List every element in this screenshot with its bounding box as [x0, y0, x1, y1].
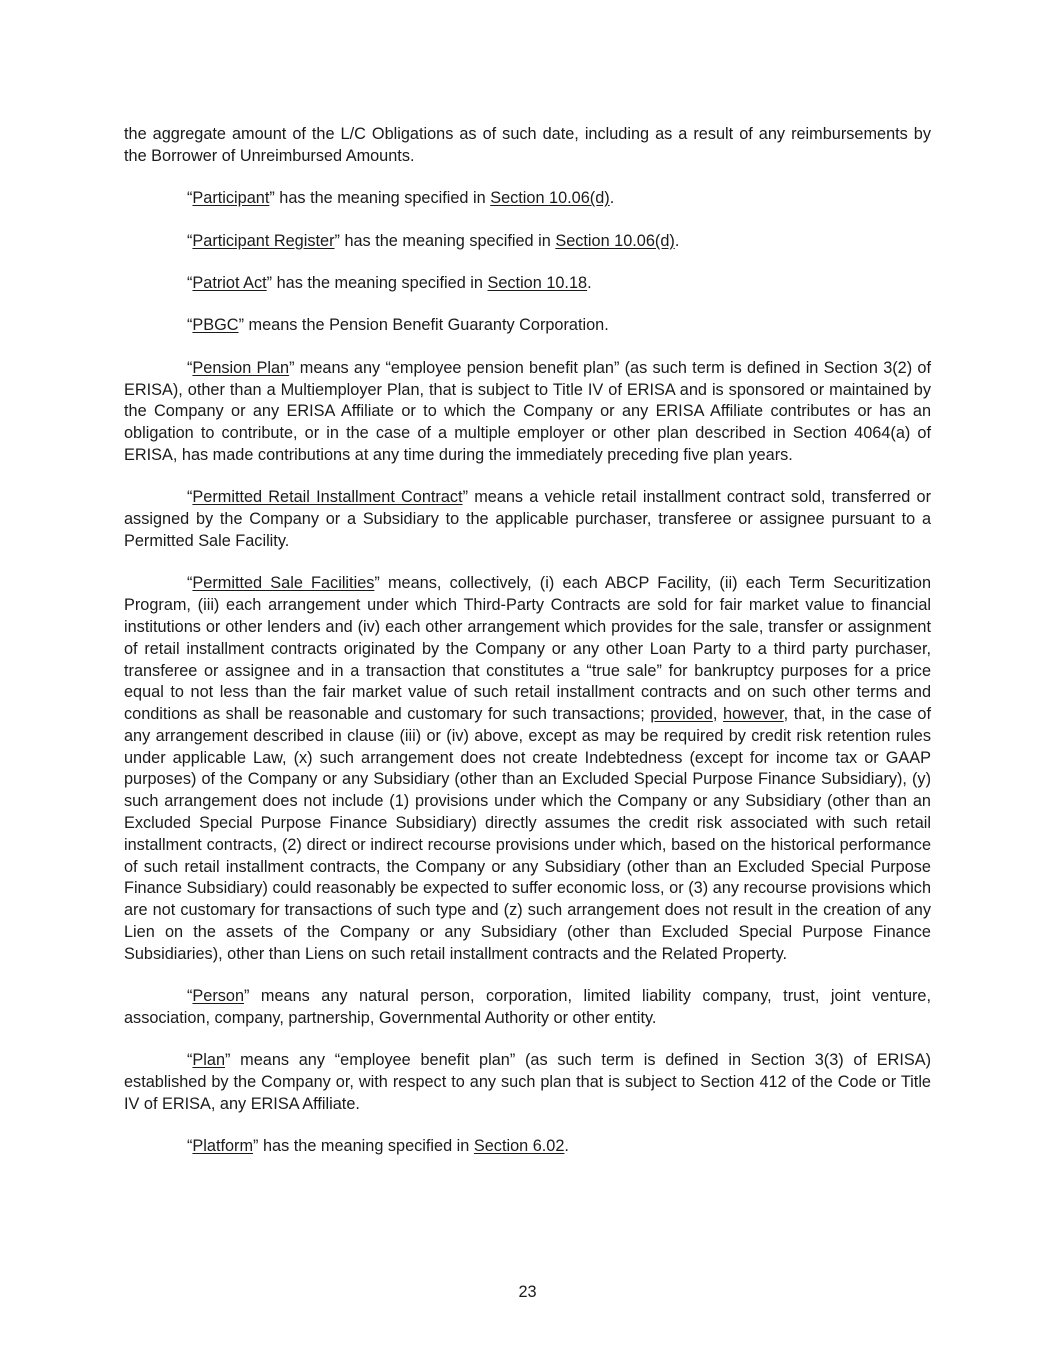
definition-text: ” means any “employee benefit plan” (as such term is defined in Section 3(3) of ERISA) established by the Company or, with respect to any such plan that is subject to Section 412 of the Code or Title IV of ERISA, any ERISA Affiliate.	[124, 1051, 931, 1114]
open-quote: “	[187, 987, 193, 1006]
definition-person	[124, 986, 931, 1030]
defined-term: PBGC	[192, 316, 239, 335]
defined-term: Participant	[192, 189, 270, 208]
defined-term: Permitted Sale Facilities	[192, 574, 375, 593]
open-quote: “	[187, 488, 193, 507]
definition-plan	[124, 1050, 931, 1115]
definition-text: ” has the meaning specified in	[266, 273, 488, 292]
definition-text: ” means any natural person, corporation, limited liability company, trust, joint venture, association, company, partnership, Governmental Authority or other entity.	[124, 987, 931, 1028]
definition-tail: .	[564, 1137, 569, 1156]
continuation-paragraph	[124, 124, 931, 168]
definition-text-mid: ,	[712, 705, 723, 724]
section-reference: Section 6.02	[473, 1137, 565, 1156]
defined-term: Permitted Retail Installment Contract	[192, 488, 463, 507]
definition-permitted-sale-facilities	[124, 573, 931, 965]
open-quote: “	[187, 189, 193, 208]
definition-participant-register	[124, 231, 931, 253]
open-quote: “	[187, 1051, 193, 1070]
definition-tail: .	[674, 231, 680, 250]
definition-permitted-retail-installment-contract	[124, 487, 931, 552]
definition-text: ” means a vehicle retail installment contract sold, transferred or assigned by the Company or a Subsidiary to the applicable purchaser, transferee or assignee pursuant to a Permitted Sale Facility.	[124, 488, 931, 550]
section-reference: Section 10.06(d)	[490, 189, 610, 208]
definition-pbgc	[124, 315, 931, 337]
definition-text: ” has the meaning specified in	[334, 231, 556, 250]
defined-term: Pension Plan	[192, 358, 290, 377]
open-quote: “	[187, 358, 193, 377]
definition-text: ” means, collectively, (i) each ABCP Facility, (ii) each Term Securitization Program, (iii) each arrangement under which Third-Party Contracts are sold for fair market value to financial institutions or other lenders and (iv) each other arrangement which provides for the sale, transfer or assignment of retail installment contracts originated by the Company or any other Loan Party to a third party purchaser, transferee or assignee and in a transaction that constitutes a “true sale” for bankruptcy purposes for a price equal to not less than the fair market value of such retail installment contracts and on such other terms and conditions as shall be reasonable and customary for such transactions;	[124, 574, 931, 724]
definition-pension-plan	[124, 358, 931, 467]
provided-term: provided	[650, 705, 713, 724]
definition-text: ” has the meaning specified in	[269, 189, 491, 208]
definition-patriot-act	[124, 273, 931, 295]
open-quote: “	[187, 574, 193, 593]
defined-term: Patriot Act	[192, 273, 267, 292]
defined-term: Platform	[192, 1137, 254, 1156]
definition-text: ” means any “employee pension benefit plan” (as such term is defined in Section 3(2) of ERISA), other than a Multiemployer Plan, that is subject to Title IV of ERISA and is sponsored or maintained by the Company or any ERISA Affiliate or to which the Company or any ERISA Affiliate contributes or has an obligation to contribute, or in the case of a multiple employer or other plan described in Section 4064(a) of ERISA, has made contributions at any time during the immediately preceding five plan years.	[124, 358, 931, 464]
page-number: 23	[518, 1283, 537, 1301]
defined-term: Participant Register	[192, 231, 335, 250]
definition-text: ” means the Pension Benefit Guaranty Corporation.	[238, 316, 609, 335]
definition-platform	[124, 1136, 931, 1158]
defined-term: Plan	[192, 1051, 226, 1070]
open-quote: “	[187, 1137, 193, 1156]
definition-tail: .	[609, 189, 615, 208]
open-quote: “	[187, 273, 193, 292]
however-term: however	[722, 705, 784, 724]
document-page	[124, 124, 931, 1179]
open-quote: “	[187, 316, 193, 335]
section-reference: Section 10.06(d)	[555, 231, 675, 250]
section-reference: Section 10.18	[487, 273, 588, 292]
definition-text: ” has the meaning specified in	[253, 1137, 474, 1156]
defined-term: Person	[192, 987, 245, 1006]
open-quote: “	[187, 231, 193, 250]
continuation-text: the aggregate amount of the L/C Obligations as of such date, including as a result of any reimbursements by the Borrower of Unreimbursed Amounts.	[124, 125, 931, 165]
definition-text-rest: , that, in the case of any arrangement described in clause (iii) or (iv) above, except as may be required by credit risk retention rules under applicable Law, (x) such arrangement does not create Indebtedness (except for income tax or GAAP purposes) of the Company or any Subsidiary (other than an Excluded Special Purpose Finance Subsidiary), (y) such arrangement does not include (1) provisions under which the Company or any Subsidiary (other than an Excluded Special Purpose Finance Subsidiary) directly assumes the credit risk associated with such retail installment contracts, (2) direct or indirect recourse provisions under which, based on the historical performance of such retail installment contracts, the Company or any Subsidiary (other than an Excluded Special Purpose Finance Subsidiary) could reasonably be expected to suffer economic loss, or (3) any recourse provisions which are not customary for transactions of such type and (z) such arrangement does not result in the creation of any Lien on the assets of the Company or any Subsidiary (other than Excluded Special Purpose Finance Subsidiaries), other than Liens on such retail installment contracts and the Related Property.	[124, 705, 931, 963]
definition-tail: .	[587, 273, 592, 292]
definition-participant	[124, 188, 931, 210]
